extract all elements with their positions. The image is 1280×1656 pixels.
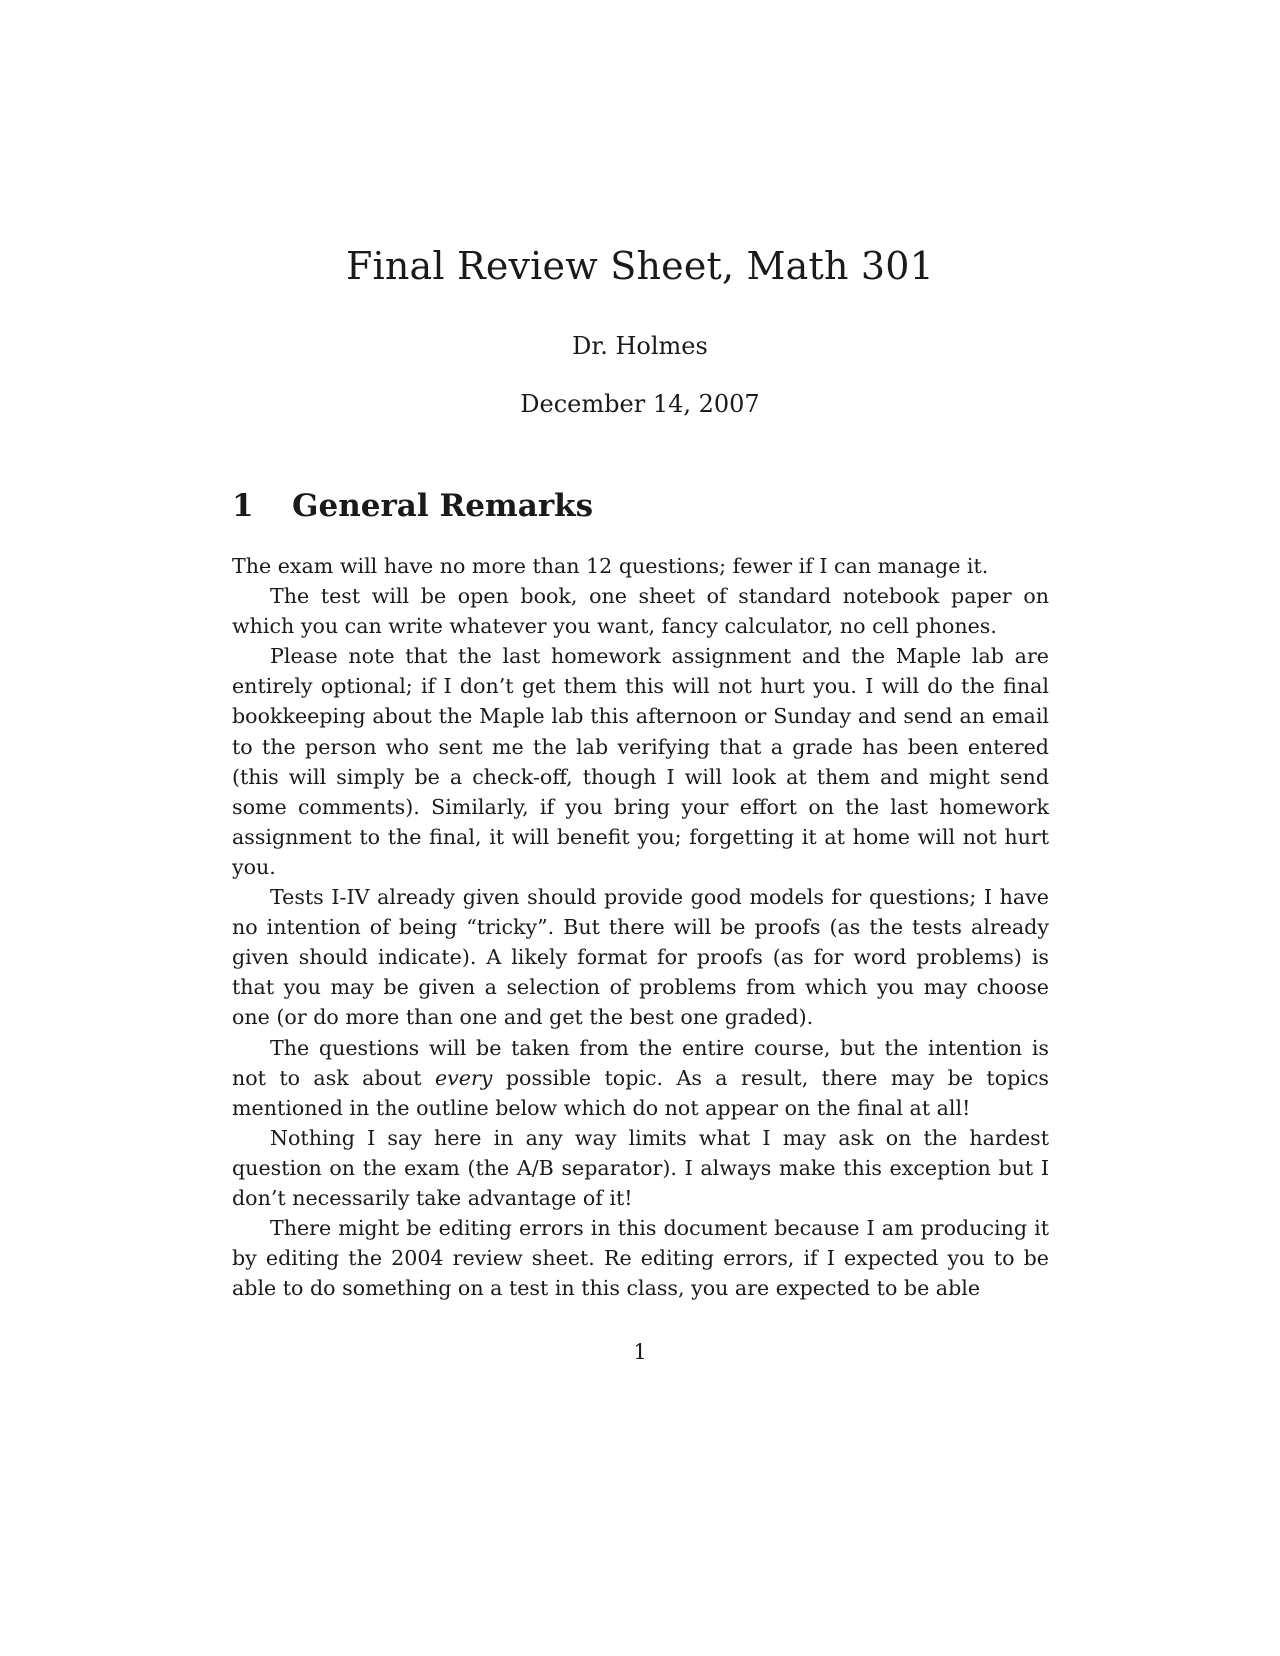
paragraph: Tests I-IV already given should provide good models for questions; I have no intention of being “tricky”. But there will be proofs (as the tests already given should indicate). A likely format for proofs (as for word problems) is that you may be given a selection of problems from which you may choose one (or do more than one and get the best one graded).: [232, 885, 1049, 1030]
document-date: December 14, 2007: [520, 390, 760, 418]
paragraph: There might be editing errors in this document because I am producing it by editing the 2004 review sheet. Re editing errors, if I expected you to be able to do something on a test in this class, you are expected to be able: [232, 1216, 1049, 1301]
paragraph-text: The questions will be taken from the entire course, but the intention is not to ask about: [232, 1035, 1049, 1090]
document-author: Dr. Holmes: [572, 332, 708, 360]
paragraph: Please note that the last homework assignment and the Maple lab are entirely optional; if I don’t get them this will not hurt you. I will do the final bookkeeping about the Maple lab this afternoon or Sunday and send an email to the person who sent me the lab verifying that a grade has been entered (this will simply be a check-off, though I will look at them and might send some comments). Similarly, if you bring your effort on the last homework assignment to the final, it will benefit you; forgetting it at home will not hurt you.: [232, 644, 1049, 879]
emphasis-text: every: [434, 1065, 493, 1090]
section-title: General Remarks: [292, 488, 594, 524]
section-heading: [232, 488, 593, 524]
document-title: Final Review Sheet, Math 301: [345, 244, 935, 288]
paragraph: The test will be open book, one sheet of standard notebook paper on which you can write whatever you want, fancy calculator, no cell phones.: [232, 584, 1049, 639]
section-body: [232, 551, 1049, 1303]
paragraph-text: possible topic. As a result, there may be topics mentioned in the outline below which do not appear on the final at all!: [232, 1065, 1049, 1120]
paragraph: Nothing I say here in any way limits what I may ask on the hardest question on the exam (the A/B separator). I always make this exception but I don’t necessarily take advantage of it!: [232, 1125, 1049, 1210]
paragraph: [232, 1033, 1049, 1123]
section-number: 1: [232, 488, 254, 524]
page-number: 1: [633, 1340, 647, 1364]
paragraph: The exam will have no more than 12 questions; fewer if I can manage it.: [232, 554, 989, 578]
